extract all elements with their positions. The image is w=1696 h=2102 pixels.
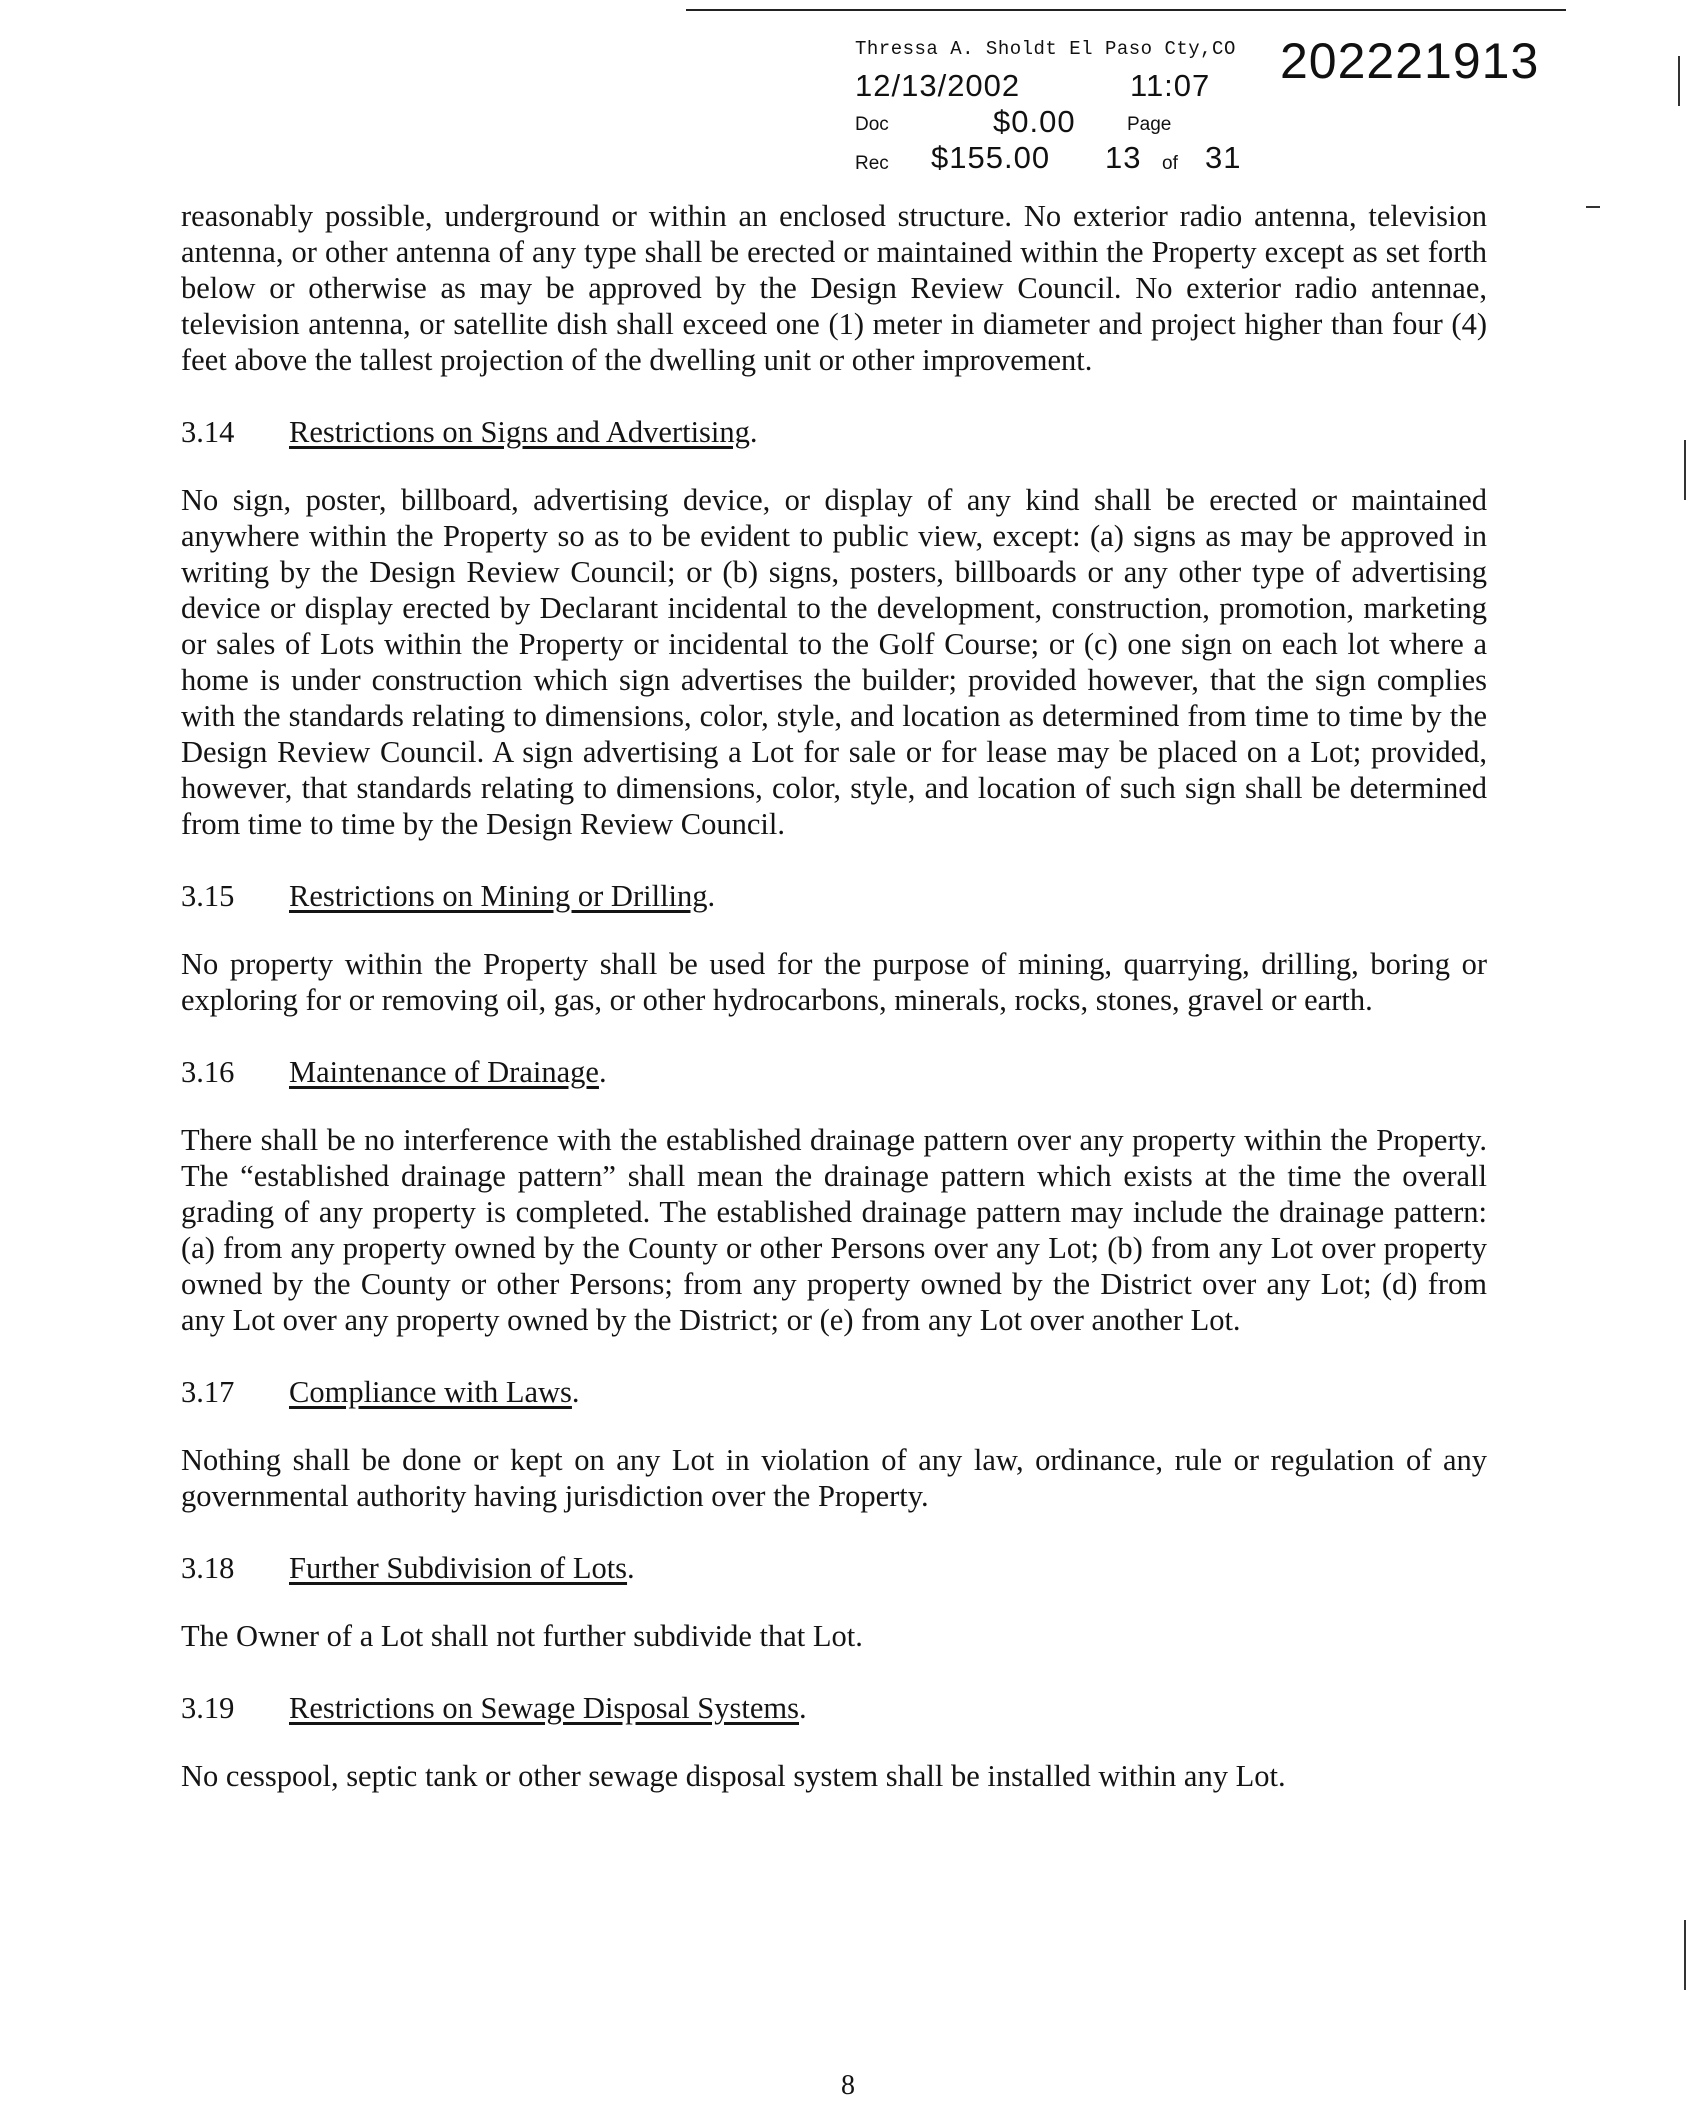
section-number: 3.15 [181,879,235,913]
section-title: Restrictions on Mining or Drilling [289,879,708,913]
page-label: Page [1127,114,1172,135]
scan-mark [1684,440,1686,500]
section-heading-3-16: 3.16 Maintenance of Drainage . [181,1055,607,1089]
continuation-paragraph: reasonably possible, underground or within an enclosed structure. No exterior radio antenna, television antenna, or other antenna of any type shall be erected or maintained within the Property except as set forth below or otherwise as may be approved by the Design Review Council. No exterior radio antennae, television antenna, or satellite dish shall exceed one (1) meter in diameter and project higher than four (4) feet above the tallest projection of the dwelling unit or other improvement. [181,199,1487,377]
section-paragraph-3-17: Nothing shall be done or kept on any Lot in violation of any law, ordinance, rule or regulation of any governmental authority having jurisdiction over the Property. [181,1443,1487,1513]
scan-mark [1586,206,1600,208]
recording-stamp [855,32,1575,182]
section-paragraph-3-19: No cesspool, septic tank or other sewage disposal system shall be installed within any Lot. [181,1759,1286,1793]
section-heading-3-17: 3.17 Compliance with Laws . [181,1375,580,1409]
section-heading-3-15: 3.15 Restrictions on Mining or Drilling . [181,879,716,913]
section-title: Restrictions on Signs and Advertising [289,415,750,449]
doc-fee: $0.00 [993,104,1076,139]
section-title: Restrictions on Sewage Disposal Systems [289,1691,799,1725]
reception-number: 202221913 [1280,33,1540,89]
section-title: Further Subdivision of Lots [289,1551,628,1585]
recording-date: 12/13/2002 [855,68,1021,103]
section-number: 3.19 [181,1691,235,1725]
top-rule [686,9,1566,11]
scan-mark [1678,56,1680,106]
section-title: Compliance with Laws [289,1375,572,1409]
document-body [181,198,1487,1794]
section-paragraph-3-16: There shall be no interference with the established drainage pattern over any property within the Property. The “established drainage pattern” shall mean the drainage pattern which exists at the time the overall grading of any property is completed. The established drainage pattern may include the drainage pattern: (a) from any property owned by the County or other Persons over any Lot; (b) from any Lot over property owned by the County or other Persons; from any property owned by the District over any Lot; (d) from any Lot over any property owned by the District; or (e) from any Lot over another Lot. [181,1123,1487,1337]
page-number: 8 [841,2070,855,2101]
section-number: 3.18 [181,1551,235,1585]
section-number: 3.17 [181,1375,235,1409]
recording-time: 11:07 [1130,68,1211,103]
section-paragraph-3-14: No sign, poster, billboard, advertising device, or display of any kind shall be erected or maintained anywhere within the Property so as to be evident to public view, except: (a) signs as may be approved in writing by the Design Review Council; or (b) signs, posters, billboards or any other type of advertising device or display erected by Declarant incidental to the development, construction, promotion, marketing or sales of Lots within the Property or incidental to the Golf Course; or (c) one sign on each lot where a home is under construction which sign advertises the builder; provided however, that the sign complies with the standards relating to dimensions, color, style, and location as determined from time to time by the Design Review Council. A sign advertising a Lot for sale or for lease may be placed on a Lot; provided, however, that standards relating to dimensions, color, style, and location of such sign shall be determined from time to time by the Design Review Council. [181,483,1487,841]
section-heading-3-14: 3.14 Restrictions on Signs and Advertising . [181,415,758,449]
rec-label: Rec [855,153,889,174]
section-number: 3.14 [181,415,235,449]
section-number: 3.16 [181,1055,235,1089]
section-heading-3-18: 3.18 Further Subdivision of Lots . [181,1551,635,1585]
section-paragraph-3-18: The Owner of a Lot shall not further subdivide that Lot. [181,1619,863,1653]
recorder-name: Thressa A. Sholdt El Paso Cty,CO [855,38,1236,60]
stamp-page-number: 13 [1105,140,1142,175]
rec-fee: $155.00 [931,140,1051,175]
section-paragraph-3-15: No property within the Property shall be used for the purpose of mining, quarrying, drilling, boring or exploring for or removing oil, gas, or other hydrocarbons, minerals, rocks, stones, gravel or earth. [181,947,1487,1017]
scan-mark [1684,1920,1686,1990]
doc-label: Doc [855,114,889,135]
section-title: Maintenance of Drainage [289,1055,599,1089]
of-label: of [1162,153,1178,174]
section-heading-3-19: 3.19 Restrictions on Sewage Disposal Systems . [181,1691,807,1725]
stamp-page-total: 31 [1205,140,1242,175]
